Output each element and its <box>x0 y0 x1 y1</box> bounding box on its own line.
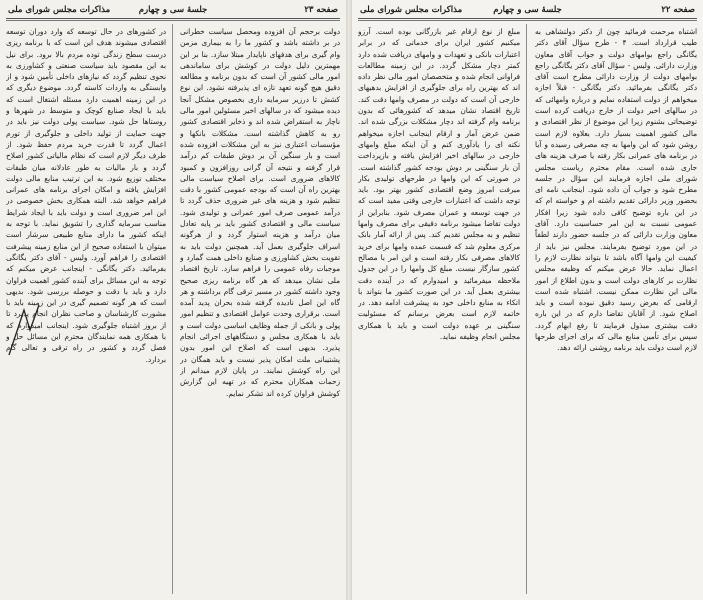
left-page <box>0 0 346 600</box>
right-page-number: صفحه ۲۲ <box>661 5 695 15</box>
right-page-column-2 <box>358 26 520 596</box>
left-page-session: جلسهٔ سی و چهارم <box>138 5 208 15</box>
left-header-rule <box>6 20 340 21</box>
left-page-column-2 <box>6 26 166 596</box>
left-column-2-text: در کشورهای در حال توسعه که وارد دوران توسعه اقتصادی میشوند هدف این است که با برنامه ریزی درست سطح زندگی توده مردم بالا برود. برای نیل به این مقصود باید سیاست صنعتی و کشاورزی به نحوی تنظیم گردد که نیازهای داخلی تأمین شود و از وابستگی به واردات کاسته گردد. موضوع دیگری که در این زمینه اهمیت دارد مسئله اشتغال است که باید با ایجاد صنایع کوچک و متوسط در شهرها و روستاها حل شود. سیاست پولی دولت نیز باید در جهت حمایت از تولید داخلی و جلوگیری از تورم اعمال گردد تا قدرت خرید مردم حفظ شود. از طرف دیگر لازم است که نظام مالیاتی کشور اصلاح گردد و بار مالیات به طور عادلانه میان طبقات مختلف توزیع شود. به این ترتیب منابع مالی دولت افزایش یافته و امکان اجرای برنامه های عمرانی فراهم خواهد شد. البته همکاری بخش خصوصی در این امر ضروری است و دولت باید با ایجاد شرایط مناسب سرمایه گذاری را تشویق نماید. با توجه به اینکه کشور ما دارای منابع طبیعی سرشار است میتوان با استفاده صحیح از این منابع زمینه پیشرفت اقتصادی را فراهم آورد. ولیس - آقای دکتر یگانگی بفرمائید. دکتر یگانگی - اینجانب عرض میکنم که توجه به این مسائل برای آینده کشور اهمیت فراوان دارد و باید با دقت و حوصله بررسی شود. بدیهی است که هر گونه تصمیم گیری در این زمینه باید با مشورت کارشناسان و صاحب نظران انجام پذیرد تا از بروز اشتباه جلوگیری شود. اینجانب امیدوارم که با همکاری همه نمایندگان محترم این مسائل حل و فصل گردد و کشور در راه ترقی و تعالی گام بردارد. <box>6 27 166 364</box>
right-column-divider <box>526 24 527 594</box>
left-column-1-text: دولت برحجم آن افزوده ومحصل سیاست خطرانی در بر داشته باشد و کشور ما را به بیماری مزمن وام گیری برای هدفهای ناپایدار مبتلا سازد. بنا بر این مهمترین دلیل دولت در کوشش برای ساماندهی امور مالی کشور آن است که بدون برنامه و مطالعه دقیق هیچ گونه تعهد تازه ای پذیرفته نشود. این نوع کشش تا درزیر سرمایه داری بخصوص مشکل آنجا دیده میشود که در سالهای اخیر مسئولین امور مالی ناچار به استقراض شده اند و ذخایر اقتصادی کشور رو به کاهش گذاشته است. مشکلات بانکها و مؤسسات اعتباری نیز به این مشکلات افزوده شده است و بار سنگین آن بر دوش طبقات کم درآمد قرار گرفته و نتیجه آن گرانی روزافزون و کمبود کالاهای ضروری است. برای اصلاح سیاست مالی بهترین راه آن است که بودجه عمومی کشور با دقت تنظیم شود و هزینه های غیر ضروری حذف گردد تا درآمد عمومی صرف امور عمرانی و تولیدی شود. سیاست مالی و اقتصادی کشور باید بر پایه تعادل میان درآمد و هزینه استوار گردد و از هرگونه اسراف جلوگیری بعمل آید. همچنین دولت باید به تقویت بخش کشاورزی و صنایع داخلی همت گمارد و موجبات رفاه عمومی را فراهم سازد. تاریخ اقتصاد ملی نشان میدهد که هر گاه برنامه ریزی صحیح وجود داشته کشور در مسیر ترقی گام برداشته و هر گاه این اصل نادیده گرفته شده بحران پدید آمده است. برقراری وحدت عوامل اقتصادی و تنظیم امور پولی و بانکی از جمله وظایف اساسی دولت است و باید با همکاری مجلس و دستگاههای اجرائی انجام پذیرد. بدیهی است که اصلاح این امور بدون پشتیبانی ملت امکان پذیر نیست و باید همگان در این راه کوشش نمایند. در پایان لازم میدانم از زحمات همکاران محترم که در تهیه این گزارش کوشش فراوان کرده اند تشکر نمایم. <box>180 27 340 398</box>
left-column-divider <box>172 24 173 594</box>
right-column-2-text: مبلغ از نوع ارقام غیر بازرگانی بوده است. آرزو میکنیم کشور ایران برای خدماتی که در برابر اعتبارات بانکی و تعهدات و وامهای دریافت شده دارد کمتر دچار مشکل گردد. در این زمینه مطالعات فراوانی انجام شده و متخصصان امور مالی نظر داده اند که بهترین راه برای جلوگیری از افزایش بدهیهای خارجی آن است که دولت در مصرف وامها دقت کند. تاریخ اقتصاد نشان میدهد که کشورهائی که بدون برنامه وام گرفته اند دچار مشکلات بزرگی شده اند. ضمن عرض آمار و ارقام اینجانب اجازه میخواهم نکته ای را یادآوری کنم و آن اینکه مبلغ وامهای خارجی در سالهای اخیر افزایش یافته و بازپرداخت آن بار سنگینی بر دوش بودجه کشور گذاشته است. در صورتی که این وامها در طرحهای تولیدی بکار میرفت امروز وضع اقتصادی کشور بهتر بود. باید توجه داشت که اعتبارات خارجی وقتی مفید است که در جهت توسعه و عمران مصرف شود. بنابراین از دولت تقاضا میشود برنامه دقیقی برای مصرف وامها تنظیم و به مجلس تقدیم کند. پس از ارائه آمار بانک مرکزی معلوم شد که قسمت عمده وامها برای خرید کالاهای مصرفی بکار رفته است و این امر با مصالح کشور سازگار نیست. مبلغ کل وامها را در این جدول ملاحظه میفرمائید و امیدوارم که در آینده دقت بیشتری بعمل آید. در این صورت کشور ما بتواند با اتکاء به منابع داخلی خود به پیشرفت ادامه دهد. در خاتمه لازم است بعرض برسانم که مسئولیت سنگینی بر عهده دولت است و باید با همکاری مجلس انجام وظیفه نماید. <box>358 27 520 342</box>
right-page <box>352 0 703 600</box>
right-page-header <box>358 4 697 19</box>
right-page-title: مذاکرات مجلس شورای ملی <box>360 5 463 15</box>
right-page-session: جلسهٔ سی و چهارم <box>493 5 562 15</box>
right-column-1-text: اشتباه مرحمت فرمائید چون از دکتر دولتشاهی به طیب قرارداد است. ۴ - طرح سؤال آقای دکتر یگانگی راجع بوامهای دولت و جواب آقای معاون وزارت دارائی. ولیس - سؤال آقای دکتر یگانگی راجع بوامهای دولت از وزارت دارائی مطرح است آقای دکتر یگانگی بفرمائید. دکتر یگانگی - قبلاً اجازه میخواهم از دولت استفاده نمایم و درباره وامهائی که در سالهای اخیر دولت از خارج دریافت کرده است توضیحاتی بشنوم زیرا این موضوع از نظر اقتصادی و مالی کشور اهمیت بسیار دارد. بعلاوه لازم است روشن شود که این وامها به چه مصرفی رسیده و آیا در برنامه های عمرانی بکار رفته یا صرف هزینه های جاری شده است. مقام محترم ریاست مجلس شورای ملی اجازه فرمایند این سؤال در جلسه مطرح شود و جواب آن داده شود. اینجانب نامه ای بحضور وزیر دارائی تقدیم داشته ام و خواسته ام که در این باره توضیح کافی داده شود زیرا افکار عمومی نسبت به این امر حساسیت دارد. آقای معاون وزارت دارائی که در جلسه حضور دارند لطفاً در این مورد توضیح بفرمایند. مجلس نیز باید از کیفیت این وامها آگاه باشد تا بتواند نظارت لازم را اعمال نماید. حالا عرض میکنم که وظیفه مجلس نظارت بر کارهای دولت است و بدون اطلاع از امور مالی این نظارت ممکن نیست. اشتباه شده است ارقامی که بعرض رسید دقیق نبوده است و باید اصلاح شود. از آقایان تقاضا دارم که در این باره دقت بیشتری مبذول فرمایند تا رفع ابهام گردد. سپس برای تأمین منابع مالی که برای اجرای طرحها لازم است دولت باید برنامه روشنی ارائه دهد. <box>535 27 697 353</box>
left-page-header <box>6 4 340 19</box>
left-page-column-1 <box>180 26 340 596</box>
right-header-rule <box>358 20 697 21</box>
left-page-title: مذاکرات مجلس شورای ملی <box>8 5 111 15</box>
left-page-number: صفحه ۲۳ <box>304 5 338 15</box>
right-page-column-1 <box>535 26 697 596</box>
